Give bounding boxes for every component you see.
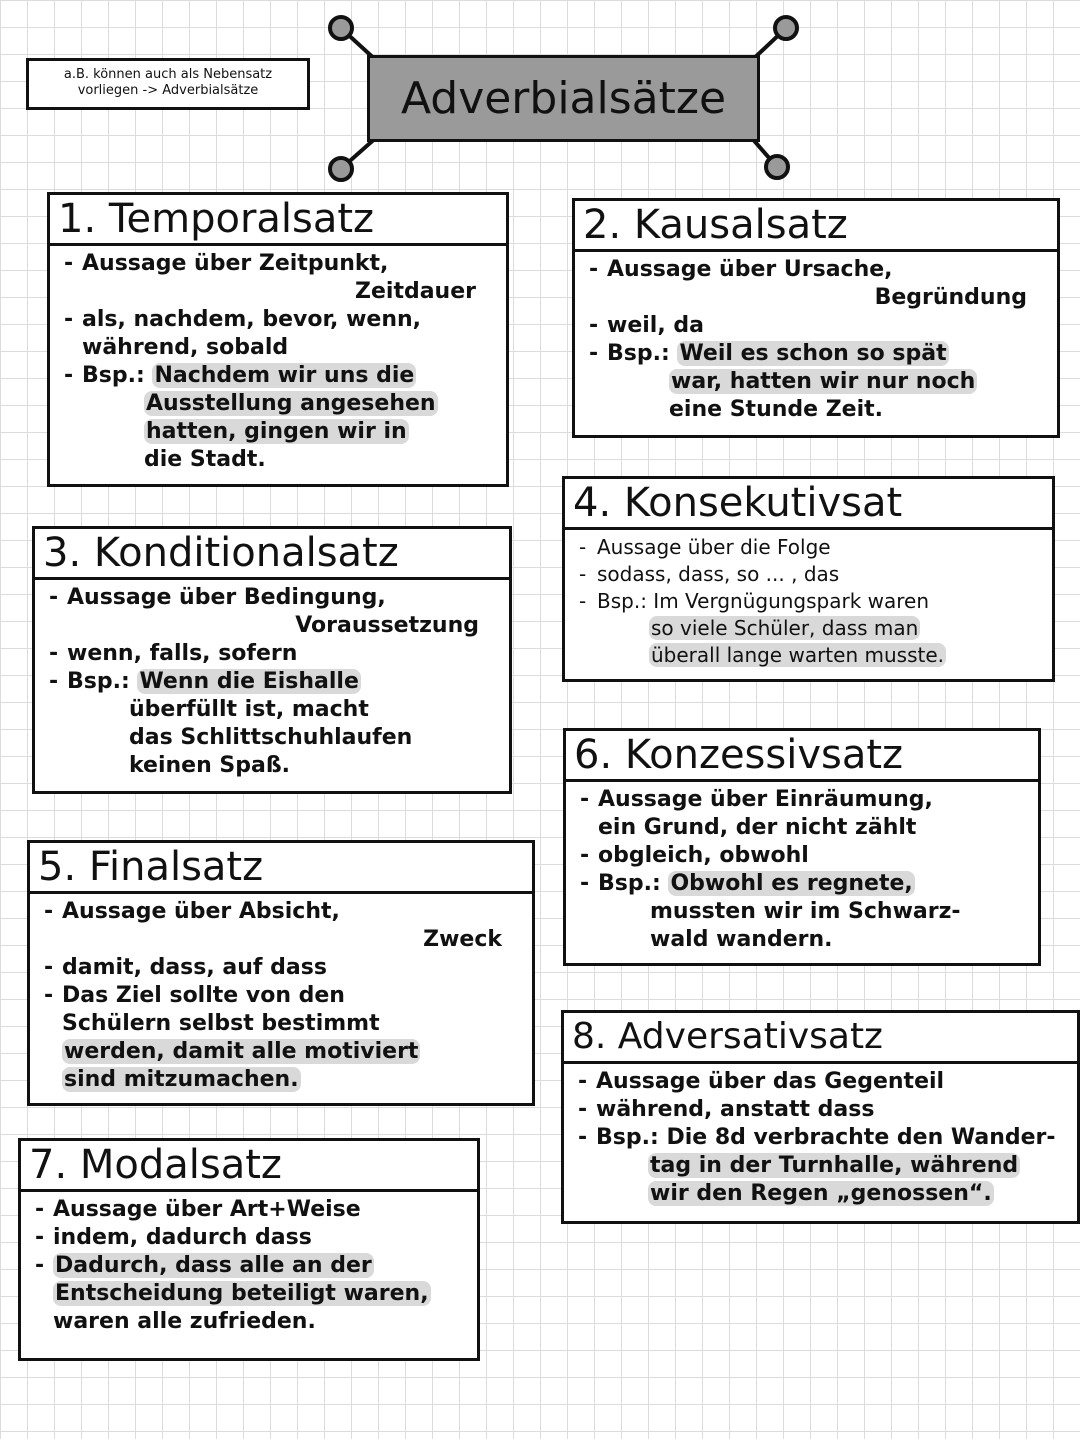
card-line: damit, dass, auf dass xyxy=(62,955,327,980)
example-text: mussten wir im Schwarz- xyxy=(650,899,961,924)
example-text: Im Vergnügungspark waren xyxy=(653,589,930,613)
card-line: Aussage über Absicht, xyxy=(62,899,340,924)
example-text: waren alle zufrieden. xyxy=(53,1309,316,1334)
card-line: sodass, dass, so ... , das xyxy=(597,562,840,586)
card-title: 3. Konditionalsatz xyxy=(35,529,509,580)
card-adversativsatz: 8. Adversativsatz - Aussage über das Gegenteil - während, anstatt dass - Bsp.: Die 8d verbrachte den Wander- tag in der Turnhalle, während wir den Regen „genossen“. xyxy=(561,1010,1080,1224)
card-line: weil, da xyxy=(607,313,704,338)
card-title: 2. Kausalsatz xyxy=(575,201,1057,252)
example-text: hatten, gingen wir in xyxy=(146,419,407,444)
note-box xyxy=(26,58,310,110)
card-line: Aussage über die Folge xyxy=(597,535,831,559)
card-konsekutivsatz: 4. Konsekutivsat - Aussage über die Folge - sodass, dass, so ... , das - Bsp.: Im Vergnügungspark waren so viele Schüler, dass man überall lange warten musste. xyxy=(562,476,1055,682)
card-title: 8. Adversativsatz xyxy=(564,1013,1077,1064)
card-line: Zweck xyxy=(423,927,502,952)
example-text: Das Ziel sollte von den xyxy=(62,983,345,1008)
example-text: Obwohl es regnete, xyxy=(670,871,913,896)
example-text: Wenn die Eishalle xyxy=(139,669,359,694)
card-konditionalsatz: 3. Konditionalsatz - Aussage über Bedingung, Voraussetzung - wenn, falls, sofern - Bsp.: Wenn die Eishalle überfüllt ist, macht das Schlittschuhlaufen keinen Spaß. xyxy=(32,526,512,794)
example-text: sind mitzumachen. xyxy=(64,1067,299,1092)
example-text: so viele Schüler, dass man xyxy=(651,616,919,640)
card-kausalsatz: 2. Kausalsatz - Aussage über Ursache, Begründung - weil, da - Bsp.: Weil es schon so spät war, hatten wir nur noch eine Stunde Zeit. xyxy=(572,198,1060,438)
card-finalsatz: 5. Finalsatz - Aussage über Absicht, Zweck - damit, dass, auf dass - Das Ziel sollte von den Schülern selbst bestimmt werden, damit alle motiviert sind mitzumachen. xyxy=(27,840,535,1106)
card-line: ein Grund, der nicht zählt xyxy=(598,815,917,840)
card-line: Aussage über Bedingung, xyxy=(67,585,386,610)
card-line: als, nachdem, bevor, wenn, xyxy=(82,307,422,332)
card-line: obgleich, obwohl xyxy=(598,843,809,868)
example-label: Bsp.: xyxy=(597,589,647,613)
example-text: tag in der Turnhalle, während xyxy=(650,1153,1019,1178)
example-text: Die 8d verbrachte den Wander- xyxy=(666,1125,1056,1150)
note-line-1: a.B. können auch als Nebensatz xyxy=(63,67,273,82)
card-title: 4. Konsekutivsat xyxy=(565,479,1052,530)
card-temporalsatz: 1. Temporalsatz - Aussage über Zeitpunkt, Zeitdauer - als, nachdem, bevor, wenn, während, sobald - Bsp.: Nachdem wir uns die Ausstellung angesehen hatten, gingen wir in die Stadt. xyxy=(47,192,509,487)
card-line: während, sobald xyxy=(82,335,289,360)
note-line-2: vorliegen -> Adverbialsätze xyxy=(77,83,259,98)
example-text: keinen Spaß. xyxy=(129,753,291,778)
card-line: Voraussetzung xyxy=(295,613,479,638)
card-line: Aussage über Zeitpunkt, xyxy=(82,251,389,276)
card-konzessivsatz: 6. Konzessivsatz - Aussage über Einräumung, ein Grund, der nicht zählt - obgleich, obwohl - Bsp.: Obwohl es regnete, mussten wir im Schwarz- wald wandern. xyxy=(563,728,1041,966)
example-label: Bsp.: xyxy=(598,871,661,896)
example-text: Entscheidung beteiligt waren, xyxy=(55,1281,429,1306)
example-text: überall lange warten musste. xyxy=(651,643,944,667)
example-text: Ausstellung angesehen xyxy=(146,391,436,416)
card-line: Aussage über Einräumung, xyxy=(598,787,933,812)
example-text: Schülern selbst bestimmt xyxy=(62,1011,380,1036)
card-line: Aussage über Ursache, xyxy=(607,257,893,282)
card-title: 5. Finalsatz xyxy=(30,843,532,894)
example-text: war, hatten wir nur noch xyxy=(671,369,976,394)
example-text: überfüllt ist, macht xyxy=(129,697,369,722)
example-text: Nachdem wir uns die xyxy=(154,363,415,388)
card-line: Begründung xyxy=(874,285,1027,310)
example-text: eine Stunde Zeit. xyxy=(669,397,884,422)
card-line: wenn, falls, sofern xyxy=(67,641,298,666)
example-text: Dadurch, dass alle an der xyxy=(55,1253,372,1278)
example-text: werden, damit alle motiviert xyxy=(64,1039,419,1064)
example-label: Bsp.: xyxy=(67,669,130,694)
card-title: 7. Modalsatz xyxy=(21,1141,477,1192)
example-text: wir den Regen „genossen“. xyxy=(650,1181,992,1206)
example-label: Bsp.: xyxy=(596,1125,659,1150)
example-text: wald wandern. xyxy=(650,927,833,952)
example-label: Bsp.: xyxy=(607,341,670,366)
page-title: Adverbialsätze xyxy=(367,55,760,142)
card-line: Aussage über das Gegenteil xyxy=(596,1069,945,1094)
example-text: die Stadt. xyxy=(144,447,266,472)
example-label: Bsp.: xyxy=(82,363,145,388)
card-title: 1. Temporalsatz xyxy=(50,195,506,246)
card-line: Aussage über Art+Weise xyxy=(53,1197,361,1222)
card-line: während, anstatt dass xyxy=(596,1097,875,1122)
card-modalsatz: 7. Modalsatz - Aussage über Art+Weise - indem, dadurch dass - Dadurch, dass alle an der Entscheidung beteiligt waren, waren alle zufrieden. xyxy=(18,1138,480,1361)
example-text: das Schlittschuhlaufen xyxy=(129,725,413,750)
card-line: indem, dadurch dass xyxy=(53,1225,312,1250)
example-text: Weil es schon so spät xyxy=(679,341,947,366)
card-title: 6. Konzessivsatz xyxy=(566,731,1038,782)
card-line: Zeitdauer xyxy=(355,279,476,304)
